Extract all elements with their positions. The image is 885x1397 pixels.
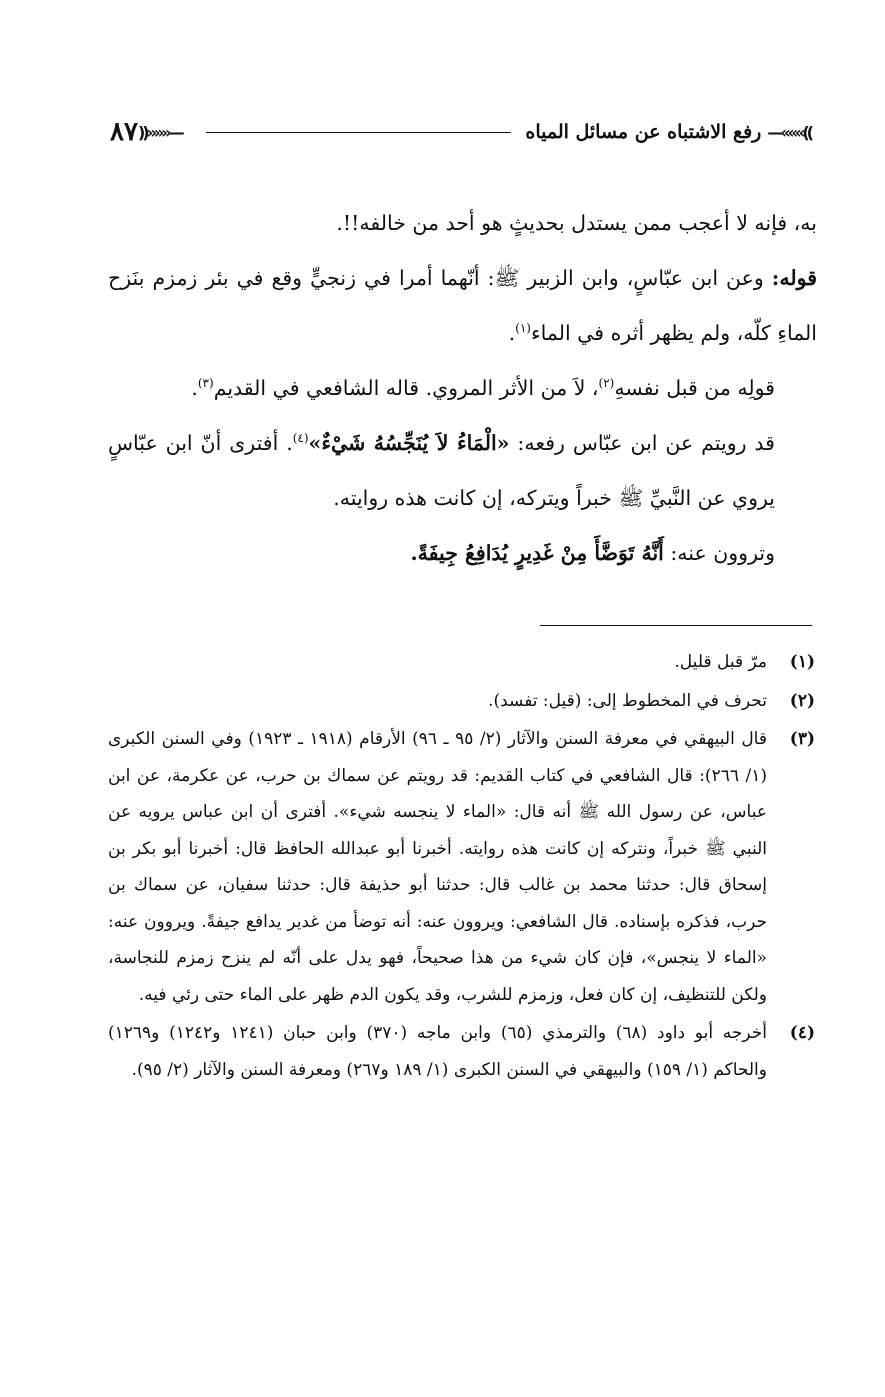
footnote-text: تحرف في المخطوط إلى: (قيل: تفسد).: [488, 690, 767, 711]
footnote-text: أخرجه أبو داود (٦٨) والترمذي (٦٥) وابن ماجه (٣٧٠) وابن حبان (١٢٤١ و١٢٤٢) و١٢٦٩) والحاكم (١/ ١٥٩) والبيهقي في السنن الكبرى (١/ ١٨٩ و٢٦٧) ومعرفة السنن والآثار (٢/ ٩٥).: [108, 1023, 768, 1080]
paragraph-4-text: قد رويتم عن ابن عبّاس رفعه:: [509, 431, 775, 455]
paragraph-5: [108, 526, 817, 581]
footnote-text: قال البيهقي في معرفة السنن والآثار (٢/ ٩٥ ـ ٩٦) الأرقام (١٩١٨ ـ ١٩٢٣) وفي السنن الكبرى (١/ ٢٦٦): قال الشافعي في كتاب القديم: قد رويتم عن سماك بن حرب، عن عكرمة، عن ابن عباس، عن رسول الله ﷺ أنه قال: «الماء لا ينجسه شيء». أفترى أن ابن عباس يرويه عن النبي ﷺ خبراً، ونتركه إن كانت هذه روايته. أخبرنا أبو عبدالله الحافظ قال: أخبرنا أبو بكر بن إسحاق قال: حدثنا محمد بن غالب قال: حدثنا أبو حذيفة قال: حدثنا سفيان، عن سماك بن حرب، فذكره بإسناده. قال الشافعي: ويروون عنه: أنه توضأ من غدير يدافع جيفةً. ويروون عنه: «الماء لا ينجس»، فإن كان شيء من هذا صحيحاً، فهو يدل على أنّه لم ينزح زمزم للنجاسة، ولكن للتنظيف، إن كان فعل، وزمزم للشرب، وقد يكون الدم ظهر على الماء حتى رئي فيه.: [108, 729, 767, 1005]
paragraph-3-end: .: [191, 376, 198, 400]
paragraph-2-text: وعن ابن عبّاسٍ، وابن الزبير ﷺ: أنّهما أمرا في زنجيٍّ وقع في بئر زمزم بنَزح الماءِ كلّه، ولم يظهر أثره في الماء: [108, 266, 817, 345]
ornament-left: ))»»»—: [137, 122, 182, 142]
footnote-number: (٢): [789, 690, 815, 711]
page-number: ٨٧: [110, 117, 138, 147]
footnote-number: (٣): [789, 729, 815, 749]
paragraph-2: [108, 251, 817, 361]
footnote-number: (١): [789, 652, 815, 672]
footnote-separator: [540, 625, 812, 626]
paragraph-2-end: .: [508, 321, 516, 345]
paragraph-1-text: به، فإنه لا أعجب ممن يستدل بحديثٍ هو أحد من خالفه!!.: [336, 211, 817, 235]
footnote-1: [108, 644, 815, 681]
footnote-number: (٤): [789, 1023, 815, 1043]
header-rule: [206, 132, 512, 133]
ornament-right: —«««((: [767, 122, 811, 142]
running-header: [110, 112, 811, 152]
paragraph-3: [108, 361, 817, 416]
footnote-ref-1[interactable]: (١): [515, 321, 531, 336]
main-text: [108, 196, 817, 581]
paragraph-5-text: وتروون عنه:: [663, 541, 775, 565]
paragraph-4: [108, 416, 817, 526]
footnote-text: مرّ قبل قليل.: [674, 652, 767, 672]
footnotes: [108, 644, 815, 1088]
footnote-ref-2[interactable]: (٢): [598, 376, 615, 391]
footnote-4: [108, 1015, 815, 1088]
paragraph-2-label: قوله:: [771, 266, 817, 290]
footnote-3: [108, 721, 815, 1013]
paragraph-4-text-2: . أفترى أنّ ابن عبّاسٍ يروي عن النَّبيِّ ﷺ خبراً ويتركه، إن كانت هذه روايته.: [108, 431, 775, 510]
narration-quote: أَنَّهُ تَوَضَّأَ مِنْ غَدِيرٍ يُدَافِعُ جِيفَةً.: [410, 541, 664, 565]
hadith-quote: «الْمَاءُ لاَ يُنَجِّسُهُ شَيْءٌ»: [308, 431, 510, 455]
paragraph-1: [108, 196, 817, 251]
paragraph-3-text-2: ، لاَ من الأثر المروي. قاله الشافعي في القديم: [213, 376, 599, 400]
footnote-2: [108, 683, 815, 720]
paragraph-3-text: قولِه من قبل نفسهِ: [614, 376, 775, 400]
running-title: رفع الاشتباه عن مسائل المياه: [525, 121, 762, 143]
footnote-ref-3[interactable]: (٣): [197, 376, 214, 391]
footnote-ref-4[interactable]: (٤): [292, 431, 309, 446]
